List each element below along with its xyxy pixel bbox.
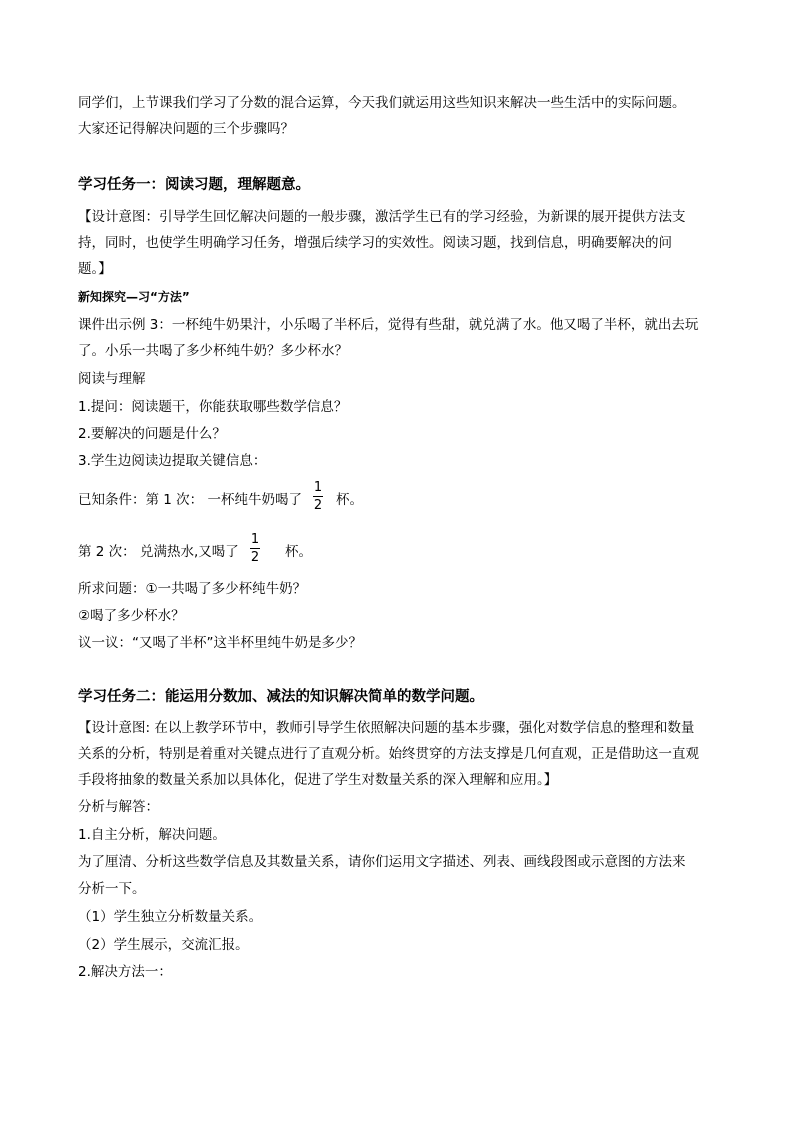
intro-line-1: 同学们，上节课我们学习了分数的混合运算，今天我们就运用这些知识来解决一些生活中的实际问题。 xyxy=(78,95,686,111)
example-line-2: 了。小乐一共喝了多少杯纯牛奶？多少杯水？ xyxy=(78,343,348,359)
fraction-numerator: 1 xyxy=(313,480,323,495)
task1-design-line-3: 题。】 xyxy=(78,261,112,277)
question-3: 3.学生边阅读边提取关键信息： xyxy=(78,453,267,469)
fraction-bar xyxy=(250,548,260,549)
question-2: 2.要解决的问题是什么？ xyxy=(78,426,226,442)
discuss-line: 议一议：“又喝了半杯”这半杯里纯牛奶是多少？ xyxy=(78,635,362,651)
intro-line-2: 大家还记得解决问题的三个步骤吗？ xyxy=(78,121,294,137)
second-prefix: 第 2 次： 兑满热水,又喝了 xyxy=(78,544,239,560)
ask-1: 所求问题：①一共喝了多少杯纯牛奶？ xyxy=(78,581,307,597)
known-prefix: 已知条件：第 1 次： 一杯纯牛奶喝了 xyxy=(78,492,302,508)
fraction-one-half-2 xyxy=(250,532,260,565)
task1-heading: 学习任务一：阅读习题，理解题意。 xyxy=(78,177,310,193)
read-title: 阅读与理解 xyxy=(78,371,146,387)
sub-step-1: （1）学生独立分析数量关系。 xyxy=(78,909,263,925)
analysis-title: 分析与解答： xyxy=(78,799,159,815)
fraction-bar xyxy=(313,496,323,497)
paragraph-line-1: 为了厘清、分析这些数学信息及其数量关系，请你们运用文字描述、列表、画线段图或示意图的方法来 xyxy=(78,854,686,870)
fraction-one-half-1 xyxy=(313,480,323,513)
paragraph-line-2: 分析一下。 xyxy=(78,881,146,897)
known-suffix: 杯。 xyxy=(336,492,363,508)
task1-design-line-1: 【设计意图：引导学生回忆解决问题的一般步骤，激活学生已有的学习经验，为新课的展开提供方法支 xyxy=(78,209,686,225)
ask-2: ②喝了多少杯水？ xyxy=(78,608,185,624)
step-1: 1.自主分析，解决问题。 xyxy=(78,827,226,843)
second-suffix: 杯。 xyxy=(285,544,312,560)
sub-step-2: （2）学生展示，交流汇报。 xyxy=(78,937,249,953)
task1-subheading: 新知探究—习“方法” xyxy=(78,290,190,304)
fraction-numerator: 1 xyxy=(250,532,260,547)
fraction-denominator: 2 xyxy=(313,498,323,513)
task2-heading: 学习任务二：能运用分数加、减法的知识解决简单的数学问题。 xyxy=(78,689,484,705)
fraction-denominator: 2 xyxy=(250,550,260,565)
example-line-1: 课件出示例 3：一杯纯牛奶果汁，小乐喝了半杯后，觉得有些甜，就兑满了水。他又喝了半杯，就出去玩 xyxy=(78,317,699,333)
question-1: 1.提问：阅读题干，你能获取哪些数学信息？ xyxy=(78,399,348,415)
method-1: 2.解决方法一： xyxy=(78,964,172,980)
task2-design-line-2: 关系的分析，特别是着重对关键点进行了直观分析。始终贯穿的方法支撑是几何直观，正是借助这一直观 xyxy=(78,746,699,762)
task2-design-line-3: 手段将抽象的数量关系加以具体化，促进了学生对数量关系的深入理解和应用。】 xyxy=(78,772,558,788)
task1-design-line-2: 持，同时，也使学生明确学习任务，增强后续学习的实效性。阅读习题，找到信息，明确要解决的问 xyxy=(78,235,672,251)
task2-design-line-1: 【设计意图: 在以上教学环节中，教师引导学生依照解决问题的基本步骤，强化对数学信息的整理和数量 xyxy=(78,720,695,736)
